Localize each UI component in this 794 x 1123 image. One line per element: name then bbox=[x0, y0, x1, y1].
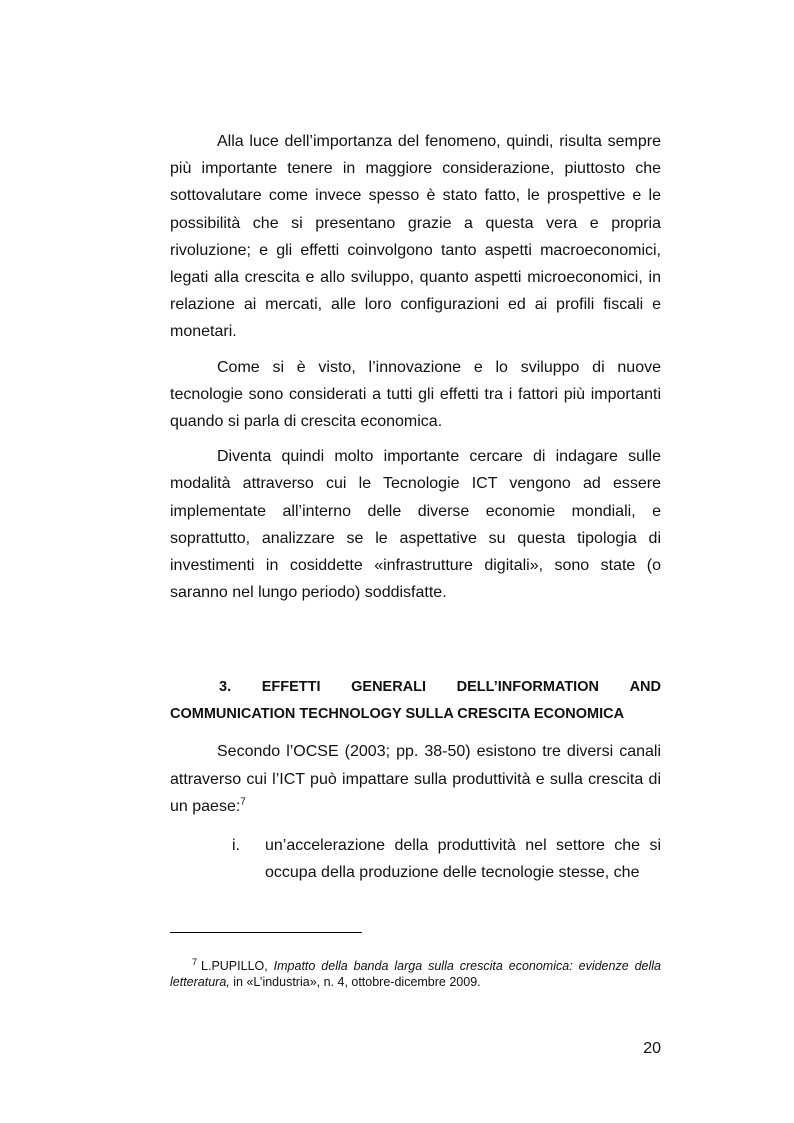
paragraph-3: Diventa quindi molto importante cercare di indagare sulle modalità attraverso cui le Tecnologie ICT vengono ad essere implementate all’interno delle diverse economie mondiali, e soprattutto, analizzare se le aspettative su questa tipologia di investimenti in cosiddette «infrastrutture digitali», sono state (o saranno nel lungo periodo) soddisfatte. bbox=[170, 448, 661, 602]
page-body bbox=[170, 128, 661, 886]
heading-word-1: EFFETTI bbox=[261, 679, 321, 696]
footnote bbox=[170, 958, 661, 990]
section-paragraph-text: Secondo l’OCSE (2003; pp. 38-50) esistono tre diversi canali attraverso cui l’ICT può impattare sulla produttività e sulla crescita di un paese: bbox=[170, 743, 661, 815]
footnote-source: in «L’industria», n. 4, ottobre-dicembre 2009. bbox=[233, 975, 481, 989]
section-heading-line-2: COMMUNICATION TECHNOLOGY SULLA CRESCITA ECONOMICA bbox=[170, 706, 625, 723]
footnote-title: Impatto della banda larga sulla crescita economica: evidenze della letteratura, bbox=[170, 959, 661, 989]
footnote-author: L.PUPILLO, bbox=[201, 959, 268, 973]
footnote-separator bbox=[170, 932, 362, 933]
section-paragraph bbox=[170, 738, 661, 820]
section-number: 3. bbox=[219, 679, 232, 696]
heading-word-3: DELL’INFORMATION bbox=[456, 679, 599, 696]
list-item bbox=[170, 832, 661, 886]
heading-word-4: AND bbox=[629, 679, 661, 696]
heading-word-2: GENERALI bbox=[351, 679, 427, 696]
paragraph-1: Alla luce dell’importanza del fenomeno, quindi, risulta sempre più importante tenere in maggiore considerazione, piuttosto che sottovalutare come invece spesso è stato fatto, le prospettive e le possibilità che si presentano grazie a questa vera e propria rivoluzione; e gli effetti coinvolgono tanto aspetti macroeconomici, legati alla crescita e allo sviluppo, quanto aspetti microeconomici, in relazione ai mercati, alle loro configurazioni ed ai profili fiscali e monetari. bbox=[170, 133, 661, 341]
list-item-text: un’accelerazione della produttività nel settore che si occupa della produzione delle tecnologie stesse, che bbox=[265, 837, 661, 882]
section-heading bbox=[170, 674, 661, 728]
list-marker: i. bbox=[232, 837, 240, 855]
section-heading-line-1 bbox=[170, 674, 661, 701]
footnote-reference: 7 bbox=[240, 796, 246, 808]
footnote-mark: 7 bbox=[192, 956, 198, 967]
page-number: 20 bbox=[643, 1040, 661, 1057]
paragraph-2: Come si è visto, l’innovazione e lo sviluppo di nuove tecnologie sono considerati a tutti gli effetti tra i fattori più importanti quando si parla di crescita economica. bbox=[170, 358, 661, 431]
